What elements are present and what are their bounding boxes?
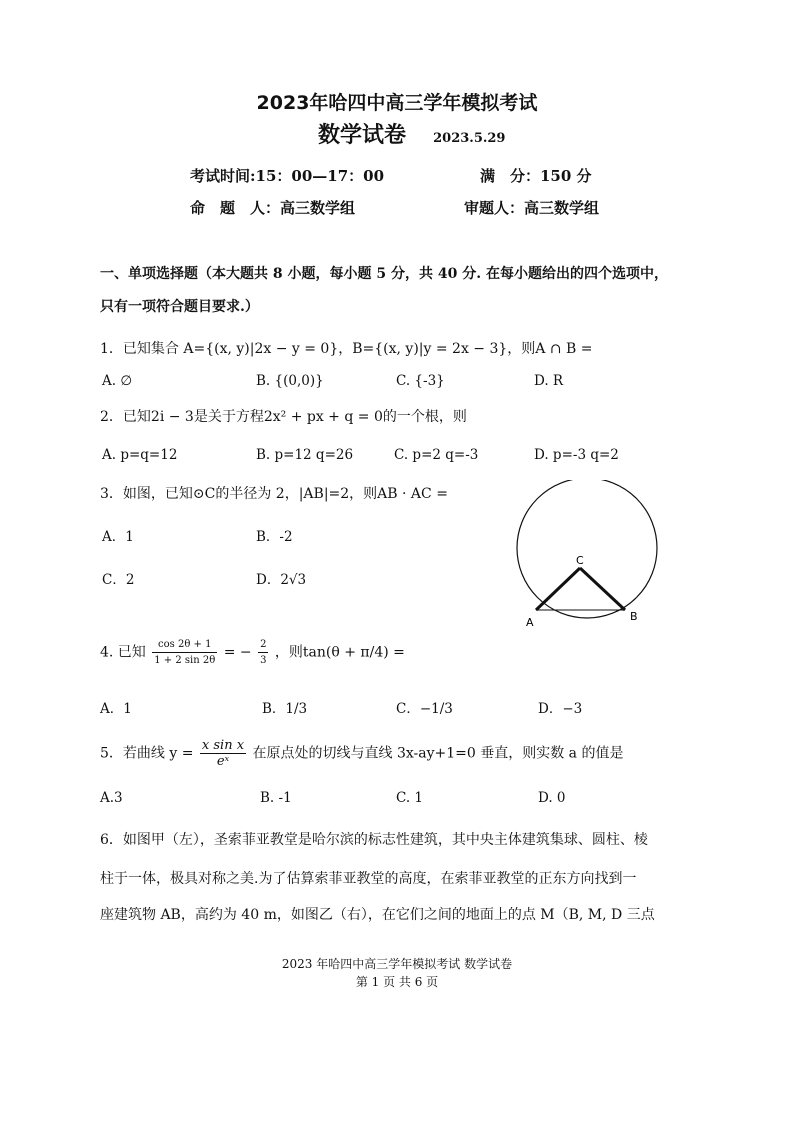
- q3-option-a: A．1: [102, 529, 134, 545]
- q3-circle-figure: [512, 480, 662, 630]
- segment-ac: [536, 568, 580, 610]
- q4-stem: [100, 637, 405, 668]
- q1-stem: 1．已知集合 A={(x, y)|2x − y = 0}，B={(x, y)|y = 2x − 3}，则A ∩ B =: [100, 341, 593, 357]
- q2-option-c: C. p=2 q=-3: [394, 447, 479, 463]
- q1-option-c: C. {-3}: [396, 373, 445, 389]
- q3-stem: 3．如图，已知⊙C的半径为 2，|AB|=2，则AB · AC =: [100, 486, 448, 502]
- q4-rhs-fraction: [258, 637, 268, 668]
- q6-line1: 6．如图甲（左），圣索菲亚教堂是哈尔滨的标志性建筑，其中央主体建筑集球、圆柱、棱: [100, 832, 648, 848]
- q4-rhs-num: 2: [258, 637, 268, 653]
- q3-option-d: D．2√3: [256, 572, 307, 588]
- q5-option-a: A.3: [100, 790, 123, 806]
- q4-option-b: B．1/3: [262, 701, 308, 717]
- q6-line3: 座建筑物 AB，高约为 40 m，如图乙（右），在它们之间的地面上的点 M（B, M, D 三点: [100, 907, 655, 923]
- q4-frac-num: cos 2θ + 1: [152, 637, 217, 653]
- q5-option-c: C. 1: [396, 790, 424, 806]
- q5-prefix: 5．若曲线 y =: [100, 745, 194, 762]
- reviewer: 审题人：高三数学组: [464, 199, 600, 217]
- q4-fraction: [152, 637, 217, 668]
- circle-c: [517, 480, 657, 618]
- q4-suffix: ，则tan(θ + π/4) =: [274, 644, 405, 661]
- q5-option-d: D. 0: [538, 790, 566, 806]
- exam-date: 2023.5.29: [433, 131, 506, 146]
- q4-option-d: D．−3: [538, 701, 583, 717]
- q5-stem: [100, 738, 623, 769]
- q2-option-b: B. p=12 q=26: [256, 447, 354, 463]
- section-heading-line2: 只有一项符合题目要求.）: [100, 299, 259, 315]
- segment-cb: [580, 568, 625, 610]
- subject-line: [318, 118, 505, 149]
- subject-title: 数学试卷: [318, 123, 407, 148]
- q4-frac-den: 1 + 2 sin 2θ: [154, 655, 216, 666]
- page-number: 第 1 页 共 6 页: [355, 975, 439, 989]
- q1-option-d: D. R: [534, 373, 564, 389]
- label-a: A: [526, 616, 534, 629]
- q5-frac-den: eˣ: [216, 754, 230, 769]
- q4-middle: = −: [223, 644, 252, 661]
- q1-option-a: A. ∅: [102, 373, 133, 389]
- label-b: B: [630, 610, 638, 623]
- q5-frac-num: x sin x: [201, 738, 245, 753]
- q4-option-c: C．−1/3: [396, 701, 453, 717]
- q4-option-a: A．1: [100, 701, 132, 717]
- q2-option-d: D. p=-3 q=2: [534, 447, 619, 463]
- section-heading-line1: 一、单项选择题（本大题共 8 小题，每小题 5 分，共 40 分. 在每小题给出的四个选项中，: [100, 266, 668, 282]
- q5-suffix: 在原点处的切线与直线 3x-ay+1=0 垂直，则实数 a 的值是: [252, 745, 624, 762]
- label-c: C: [576, 554, 584, 567]
- q5-option-b: B. -1: [260, 790, 292, 806]
- q2-stem: 2．已知2i − 3是关于方程2x² + px + q = 0的一个根，则: [100, 409, 467, 425]
- exam-title: 2023年哈四中高三学年模拟考试: [256, 92, 538, 114]
- q4-prefix: 4. 已知: [100, 644, 146, 661]
- q1-option-b: B. {(0,0)}: [256, 373, 324, 389]
- q4-rhs-den: 3: [260, 655, 267, 666]
- full-score: 满 分：150 分: [480, 167, 592, 185]
- q3-option-b: B．-2: [256, 529, 293, 545]
- exam-time: 考试时间:15：00—17：00: [190, 167, 385, 185]
- q5-fraction: [200, 738, 246, 769]
- setter: 命 题 人：高三数学组: [190, 199, 356, 217]
- q6-line2: 柱于一体，极具对称之美.为了估算索菲亚教堂的高度，在索菲亚教堂的正东方向找到一: [100, 871, 637, 887]
- q3-option-c: C．2: [102, 572, 135, 588]
- footer-title: 2023 年哈四中高三学年模拟考试 数学试卷: [281, 957, 513, 971]
- q2-option-a: A. p=q=12: [102, 447, 178, 463]
